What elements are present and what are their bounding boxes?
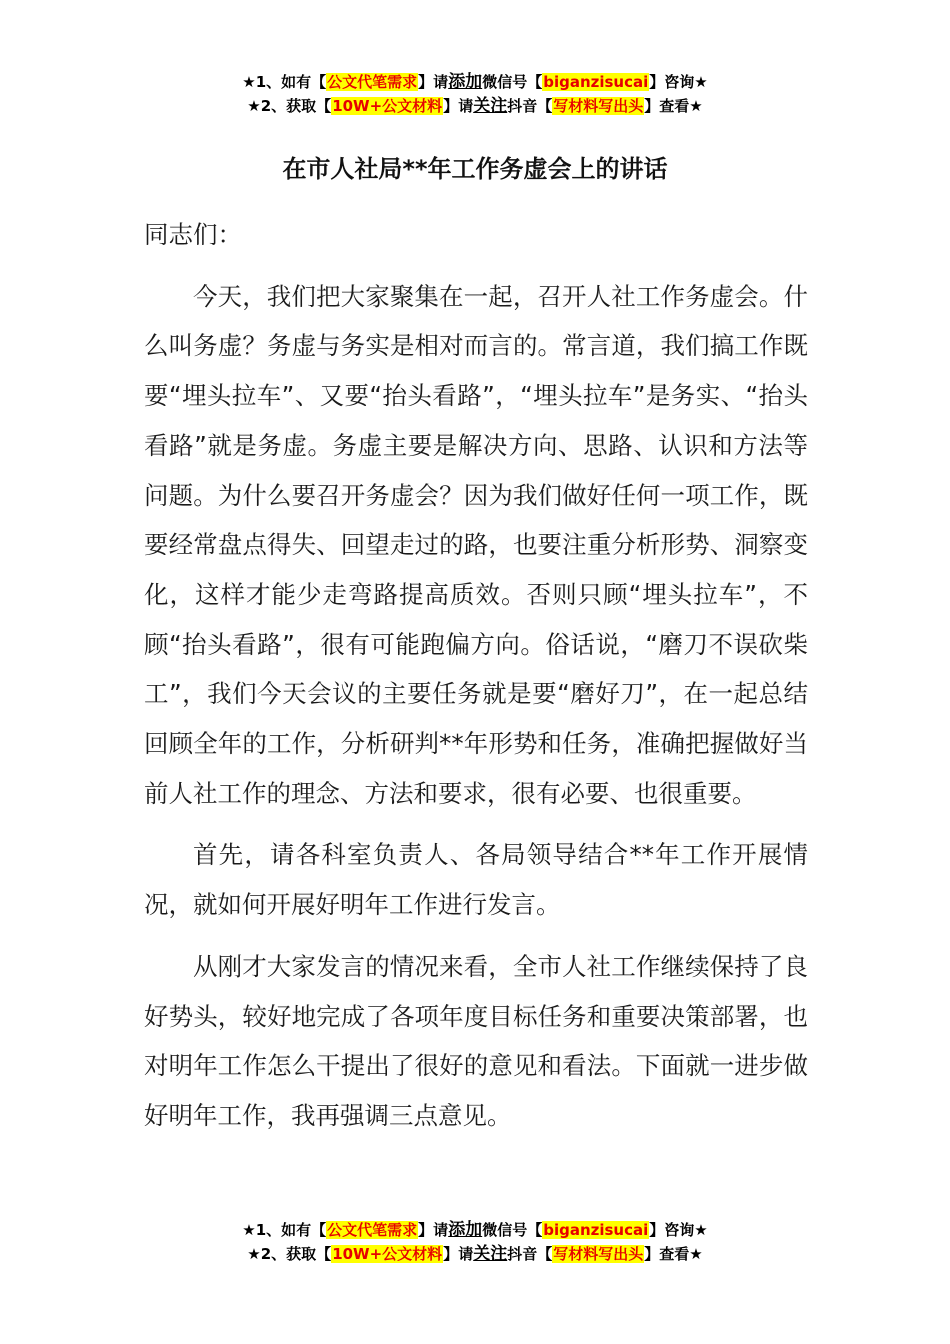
promo-emphasis: 关注 (473, 1244, 508, 1264)
body-paragraph: 首先，请各科室负责人、各局领导结合**年工作开展情况，就如何开展好明年工作进行发言。 (144, 840, 808, 920)
promo-highlight: 10W+公文材料 (332, 1245, 443, 1263)
body-paragraph: 从刚才大家发言的情况来看，全市人社工作继续保持了良好势头，较好地完成了各项年度目标任务和重要决策部署，也对明年工作怎么干提出了很好的意见和看法。下面就一进步做好明年工作，我再强调三点意见。 (144, 951, 808, 1130)
promo-line-2: ★2、获取【10W+公文材料】请关注抖音【写材料写出头】查看★ (247, 1244, 703, 1264)
promo-highlight: 公文代笔需求 (327, 1221, 418, 1239)
promo-highlight: 10W+公文材料 (332, 97, 443, 115)
promo-wechat-id: biganzisucai (543, 73, 649, 91)
promo-line-1: ★1、如有【公文代笔需求】请添加微信号【biganzisucai】咨询★ (242, 1220, 708, 1240)
promo-emphasis: 添加 (448, 1220, 483, 1240)
promo-line-1: ★1、如有【公文代笔需求】请添加微信号【biganzisucai】咨询★ (242, 72, 708, 92)
promo-douyin-id: 写材料写出头 (553, 1245, 644, 1263)
promo-emphasis: 关注 (473, 96, 508, 116)
document-title: 在市人社局**年工作务虚会上的讲话 (282, 155, 668, 183)
promo-emphasis: 添加 (448, 72, 483, 92)
promo-wechat-id: biganzisucai (543, 1221, 649, 1239)
salutation: 同志们： (144, 220, 242, 249)
document-body (144, 210, 808, 1153)
promo-banner-top (0, 70, 950, 118)
promo-highlight: 公文代笔需求 (327, 73, 418, 91)
body-paragraph: 今天，我们把大家聚集在一起，召开人社工作务虚会。什么叫务虚？务虚与务实是相对而言的。常言道，我们搞工作既要“埋头拉车”、又要“抬头看路”，“埋头拉车”是务实、“抬头看路”就是务虚。务虚主要是解决方向、思路、认识和方法等问题。为什么要召开务虚会？因为我们做好任何一项工作，既要经常盘点得失、回望走过的路，也要注重分析形势、洞察变化，这样才能少走弯路提高质效。否则只顾“埋头拉车”，不顾“抬头看路”，很有可能跑偏方向。俗话说，“磨刀不误砍柴工”，我们今天会议的主要任务就是要“磨好刀”，在一起总结回顾全年的工作，分析研判**年形势和任务，准确把握做好当前人社工作的理念、方法和要求，很有必要、也很重要。 (144, 281, 808, 808)
promo-line-2: ★2、获取【10W+公文材料】请关注抖音【写材料写出头】查看★ (247, 96, 703, 116)
promo-banner-bottom (0, 1218, 950, 1266)
promo-douyin-id: 写材料写出头 (553, 97, 644, 115)
